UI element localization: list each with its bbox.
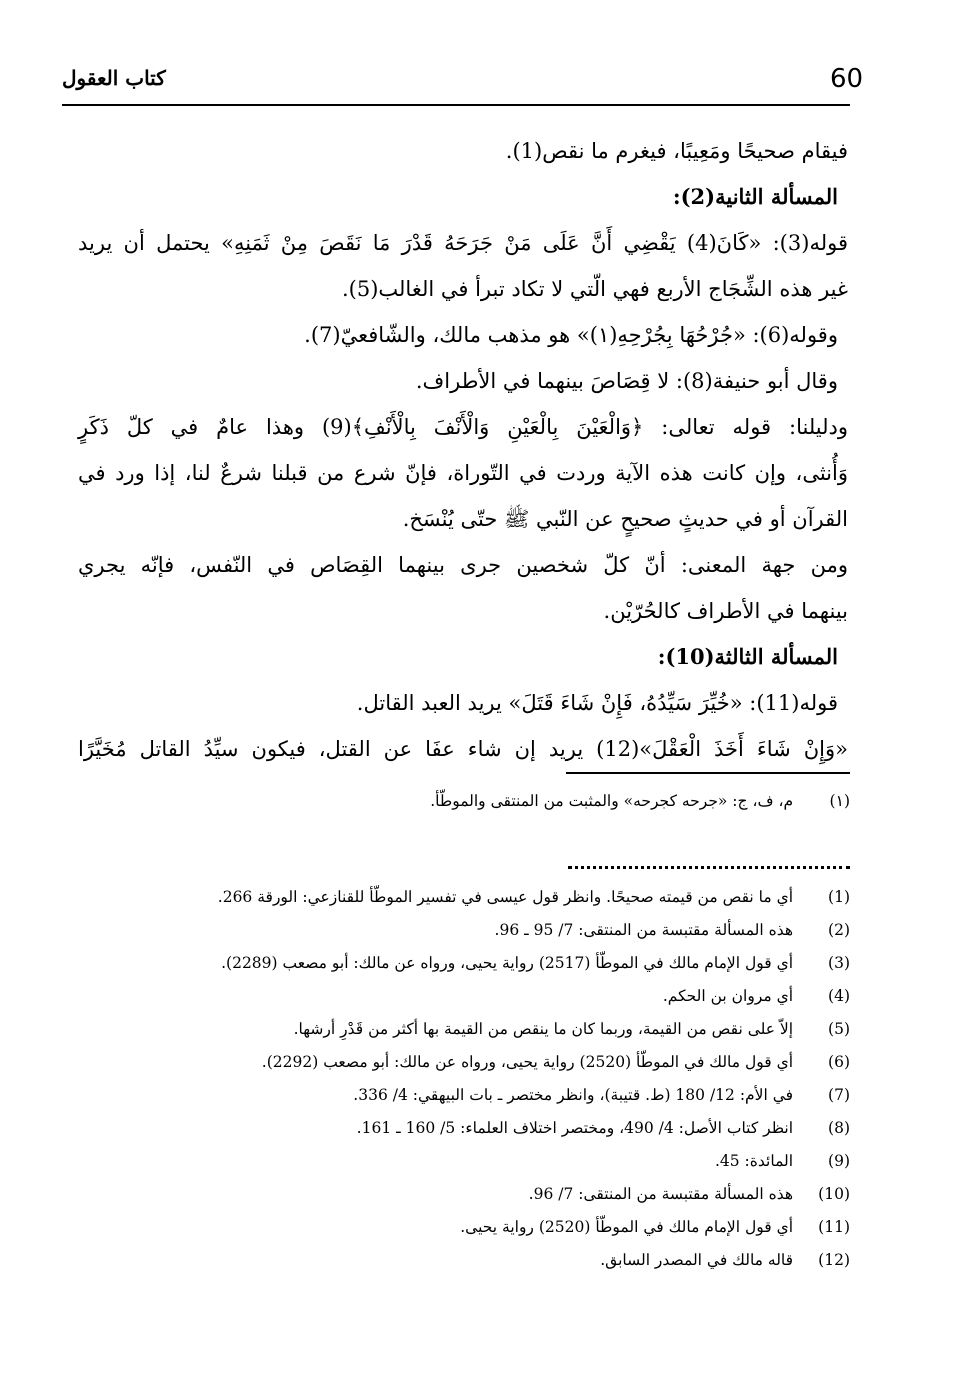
footnote-number: (5)	[828, 1020, 850, 1038]
footnote-number: (10)	[818, 1185, 850, 1203]
footnote	[221, 954, 850, 972]
footnote-number: (8)	[828, 1119, 850, 1137]
footnote-text: أي مروان بن الحكم.	[662, 987, 794, 1005]
text-line: وقال أبو حنيفة(8): لا قِصَاصَ بينهما في الأطراف.	[415, 369, 838, 393]
text-line: قوله(3): «كَانَ(4) يَقْضِي أَنَّ عَلَى مَنْ جَرَحَهُ قَدْرَ مَا نَقَصَ مِنْ ثَمَنِهِ» يحتمل أن يريد	[78, 231, 848, 255]
text-line: وقوله(6): «جُرْحُهَا بِجُرْحِهِ(١)» هو مذهب مالك، والشّافعيّ(7).	[304, 323, 838, 347]
page-header	[62, 64, 864, 104]
footnote	[353, 1086, 850, 1104]
footnote-number: (9)	[828, 1152, 850, 1170]
footnote	[529, 1185, 850, 1203]
text-line: فيقام صحيحًا ومَعِيبًا، فيغرم ما نقص(1).	[505, 139, 848, 163]
text-line: بينهما في الأطراف كالحُرّيْن.	[603, 599, 848, 623]
footnote	[218, 888, 850, 906]
footnote-text: هذه المسألة مقتبسة من المنتقى: 7/ 95 ـ 96.	[494, 921, 794, 939]
footnote-text: هذه المسألة مقتبسة من المنتقى: 7/ 96.	[528, 1185, 794, 1203]
text-line: القرآن أو في حديثٍ صحيحٍ عن النّبي ﷺ حتّى يُنْسَخ.	[402, 507, 848, 531]
footnote-text: أي قول مالك في الموطّأ (2520) رواية يحيى، ورواه عن مالك: أبو مصعب (2292).	[261, 1053, 794, 1071]
page-number: 60	[830, 64, 864, 94]
footnote	[715, 1152, 850, 1170]
footnote-number: (1)	[828, 888, 850, 906]
footnote-number: (6)	[828, 1053, 850, 1071]
manuscript-note	[430, 792, 850, 810]
footnote	[357, 1119, 850, 1137]
footnote	[262, 1053, 850, 1071]
footnote-text: أي ما نقص من قيمته صحيحًا. وانظر قول عيسى في تفسير الموطّأ للقنازعي: الورقة 266.	[217, 888, 794, 906]
text-line: ودليلنا: قوله تعالى: ﴿وَالْعَيْنَ بِالْعَيْنِ وَالْأَنْفَ بِالْأَنْفِ﴾(9) وهذا عامٌ في كلّ ذَكَرٍ	[78, 415, 848, 439]
footnote-number: (11)	[818, 1218, 850, 1236]
footnote-text: أي قول الإمام مالك في الموطّأ (2520) رواية يحيى.	[460, 1218, 794, 1236]
footnote-number: (12)	[818, 1251, 850, 1269]
footnote-number: (١)	[829, 792, 850, 810]
text-line: غير هذه الشِّجَاج الأربع فهي الّتي لا تكاد تبرأ في الغالب(5).	[341, 277, 848, 301]
footnote-text: إلاّ على نقص من القيمة، وربما كان ما ينقص من القيمة بها أكثر من قَدْرِ أرشها.	[293, 1020, 794, 1038]
section-heading: المسألة الثانية(2):	[672, 184, 838, 209]
footnote-number: (2)	[828, 921, 850, 939]
text-line: ومن جهة المعنى: أنّ كلّ شخصين جرى بينهما القِصَاص في النّفس، فإنّه يجري	[78, 553, 848, 577]
footnote-rule	[566, 772, 850, 774]
footnote-text: انظر كتاب الأصل: 4/ 490، ومختصر اختلاف العلماء: 5/ 160 ـ 161.	[356, 1119, 794, 1137]
header-rule	[62, 104, 850, 106]
footnote-text: في الأم: 12/ 180 (ط. قتيبة)، وانظر مختصر ـ بات البيهقي: 4/ 336.	[353, 1086, 794, 1104]
footnote	[600, 1251, 850, 1269]
text-line: وَأُنثى، وإن كانت هذه الآية وردت في التّوراة، فإنّ شرع من قبلنا شرعٌ لنا، إذا ورد في	[78, 461, 848, 485]
dotted-separator	[568, 866, 850, 869]
footnote-text: المائدة: 45.	[714, 1152, 794, 1170]
main-text	[78, 128, 848, 772]
text-line: قوله(11): «خُيِّرَ سَيِّدُهُ، فَإِنْ شَاءَ قَتَلَ» يريد العبد القاتل.	[356, 691, 838, 715]
footnote	[663, 987, 850, 1005]
text-line: «وَإِنْ شَاءَ أَخَذَ الْعَقْلَ»(12) يريد إن شاء عفَا عن القتل، فيكون سيِّدُ القاتل مُخَيَّرًا	[78, 737, 848, 761]
footnote-number: (7)	[828, 1086, 850, 1104]
footnote-number: (4)	[828, 987, 850, 1005]
footnote-text: أي قول الإمام مالك في الموطّأ (2517) رواية يحيى، ورواه عن مالك: أبو مصعب (2289).	[221, 954, 794, 972]
section-heading: المسألة الثالثة(10):	[657, 644, 838, 669]
footnote	[495, 921, 850, 939]
footnote-number: (3)	[828, 954, 850, 972]
running-title: كتاب العقول	[62, 66, 166, 90]
footnote-text: قاله مالك في المصدر السابق.	[600, 1251, 794, 1269]
footnote	[294, 1020, 850, 1038]
footnote-text: م، ف، ج: «جرحه كجرحه» والمثبت من المنتقى والموطّأ.	[430, 792, 794, 810]
footnote	[460, 1218, 850, 1236]
